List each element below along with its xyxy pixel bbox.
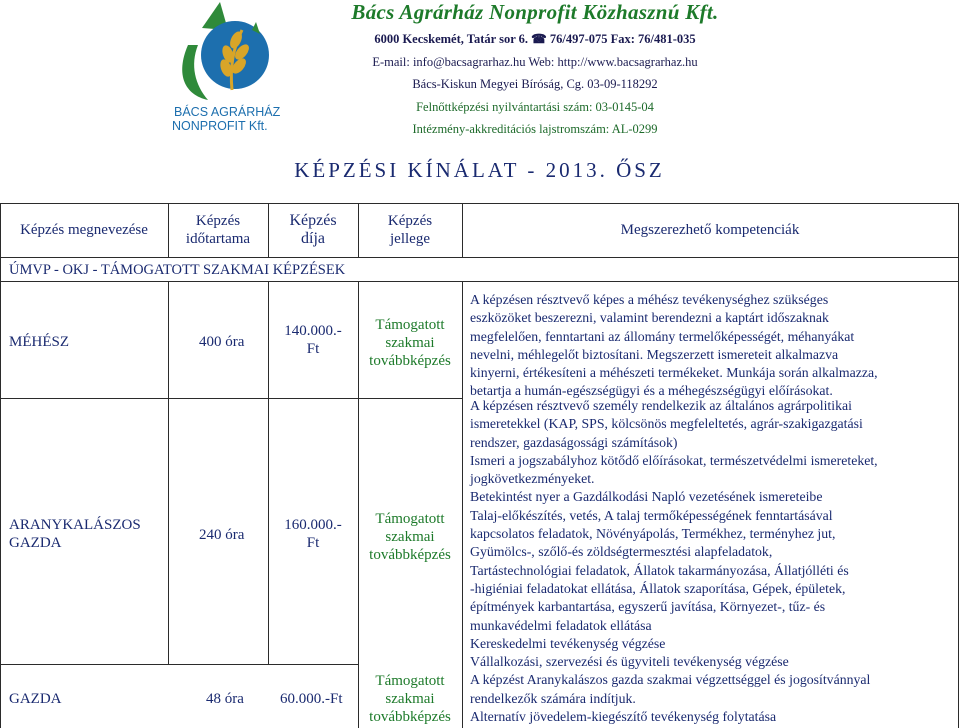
row-3-type-line-2: szakmai — [385, 691, 435, 707]
row-2-name-line-1: ARANYKALÁSZOS — [9, 517, 141, 533]
row-2-type-line-2: szakmai — [385, 529, 435, 545]
adult-education-line: Felnőttképzési nyilvántartási szám: 03-0145-04 — [416, 100, 654, 114]
company-name: Bács Agrárház Nonprofit Közhasznú Kft. — [351, 0, 719, 24]
section-label: ÚMVP - OKJ - TÁMOGATOTT SZAKMAI KÉPZÉSEK — [9, 262, 346, 278]
row-3-type-line-3: továbbképzés — [369, 709, 451, 725]
row-2-type — [358, 510, 462, 564]
header-type — [358, 212, 462, 248]
row-3-duration: 48 óra — [206, 691, 244, 707]
row-2-price — [268, 516, 358, 552]
row-3-name: GAZDA — [9, 691, 62, 707]
competency-line: Tartástechnológiai feladatok, Állatok takarmányozása, Állatjólléti és — [470, 562, 849, 578]
competencies-gazda — [470, 397, 950, 726]
row-2-price-line-2: Ft — [306, 535, 320, 551]
row-2-type-line-1: Támogatott — [375, 511, 445, 527]
competency-line: megfelelően, fenntartani az állomány termelőképességét, méhanyákat — [470, 328, 855, 344]
row-2-name — [9, 516, 141, 552]
competency-line: A képzésen résztvevő személy rendelkezik az általános agrárpolitikai — [470, 398, 852, 413]
row-1-duration: 400 óra — [199, 334, 245, 350]
contact-line: E-mail: info@bacsagrarhaz.hu Web: http://www.bacsagrarhaz.hu — [372, 55, 698, 69]
competency-line: jogkövetkezményeket. — [470, 471, 595, 487]
page-title: KÉPZÉSI KÍNÁLAT - 2013. ŐSZ — [294, 158, 665, 182]
row-1-type-line-3: továbbképzés — [369, 353, 451, 369]
row-1-type — [358, 316, 462, 370]
competency-line: A képzésen résztvevő képes a méhész tevékenységhez szükséges — [470, 292, 829, 307]
row-1-type-line-2: szakmai — [385, 335, 435, 351]
competency-line: építmények karbantartása, egyszerű javítása, Környezet-, tűz- és — [470, 599, 826, 615]
logo-text-2: NONPROFIT Kft. — [172, 119, 268, 132]
competency-line: -higiéniai feladatokat ellátása, Állatok szaporítása, Gépek, épületek, — [470, 580, 846, 596]
row-1-price-line-1: 140.000.- — [284, 323, 342, 339]
header-duration-line-1: Képzés — [195, 213, 241, 229]
row-3-price: 60.000.-Ft — [280, 691, 343, 707]
header-type-line-1: Képzés — [387, 213, 433, 229]
row-3-type — [358, 672, 462, 726]
row-3-type-line-1: Támogatott — [375, 673, 445, 689]
competency-line: betartja a humán-egészségügyi és a méhegészségügyi előírásokat. — [470, 383, 833, 399]
competency-line: Alternatív jövedelem-kiegészítő tevékenység folytatása — [470, 709, 777, 725]
address-line: 6000 Kecskemét, Tatár sor 6. ☎ 76/497-075 Fax: 76/481-035 — [374, 32, 696, 46]
header-price-line-1: Képzés — [289, 212, 337, 229]
competency-line: Vállalkozási, szervezési és ügyviteli tevékenység végzése — [470, 654, 789, 670]
row-1-name: MÉHÉSZ — [9, 334, 69, 350]
competency-line: kinyerni, értékesíteni a méhészeti termékeket. Munkája során alkalmazza, — [470, 365, 878, 381]
competency-line: Talaj-előkészítés, vetés, A talaj termőképességének fenntartásával — [470, 507, 833, 523]
header-duration-line-2: időtartama — [185, 231, 251, 247]
row-2-duration: 240 óra — [199, 527, 245, 543]
header-competencies: Megszerezhető kompetenciák — [620, 222, 800, 238]
competency-line: ismeretekkel (KAP, SPS, kölcsönös megfeleltetés, agrár-szakigazgatási — [470, 416, 863, 432]
competency-line: A képzést Aranykalászos gazda szakmai végzettséggel és jogosítvánnyal — [470, 672, 871, 688]
competency-line: Gyümölcs-, szőlő-és zöldségtermesztési alapfeladatok, — [470, 544, 773, 560]
header-price — [268, 212, 358, 248]
header-price-line-2: díja — [301, 230, 325, 247]
competency-line: kapcsolatos feladatok, Növényápolás, Termékhez, terményhez jut, — [470, 526, 836, 542]
wheat-logo-icon — [170, 0, 300, 132]
row-1-price-line-2: Ft — [306, 341, 320, 357]
competency-line: munkavédelmi feladatok ellátása — [470, 617, 652, 633]
competency-line: Betekintést nyer a Gazdálkodási Napló vezetésének ismereteibe — [470, 489, 823, 505]
row-1-price — [268, 322, 358, 358]
competency-line: rendelkezők számára indítjuk. — [470, 690, 636, 706]
competency-line: eszközöket beszerezni, valamint berendezni a kaptárt időszaknak — [470, 310, 829, 326]
company-logo — [170, 0, 300, 132]
competency-line: Kereskedelmi tevékenység végzése — [470, 635, 666, 651]
competency-line: rendszer, gazdaságossági számítások) — [470, 434, 678, 450]
court-registration-line: Bács-Kiskun Megyei Bíróság, Cg. 03-09-118292 — [412, 77, 658, 91]
accreditation-line: Intézmény-akkreditációs lajstromszám: AL-0299 — [412, 122, 658, 136]
header-training-name: Képzés megnevezése — [20, 222, 148, 238]
competency-line: Ismeri a jogszabályhoz kötődő előírásokat, természetvédelmi ismereteket, — [470, 452, 878, 468]
row-2-type-line-3: továbbképzés — [369, 547, 451, 563]
header-type-line-2: jellege — [390, 231, 430, 247]
logo-text-1: BÁCS AGRÁRHÁZ — [174, 105, 281, 119]
row-1-type-line-1: Támogatott — [375, 317, 445, 333]
row-2-price-line-1: 160.000.- — [284, 517, 342, 533]
row-2-name-line-2: GAZDA — [9, 535, 62, 551]
competency-line: nevelni, méhlegelőt biztosítani. Megszerzett ismereteit alkalmazva — [470, 346, 839, 362]
header-duration — [168, 212, 268, 248]
competencies-mehesz — [470, 291, 950, 401]
